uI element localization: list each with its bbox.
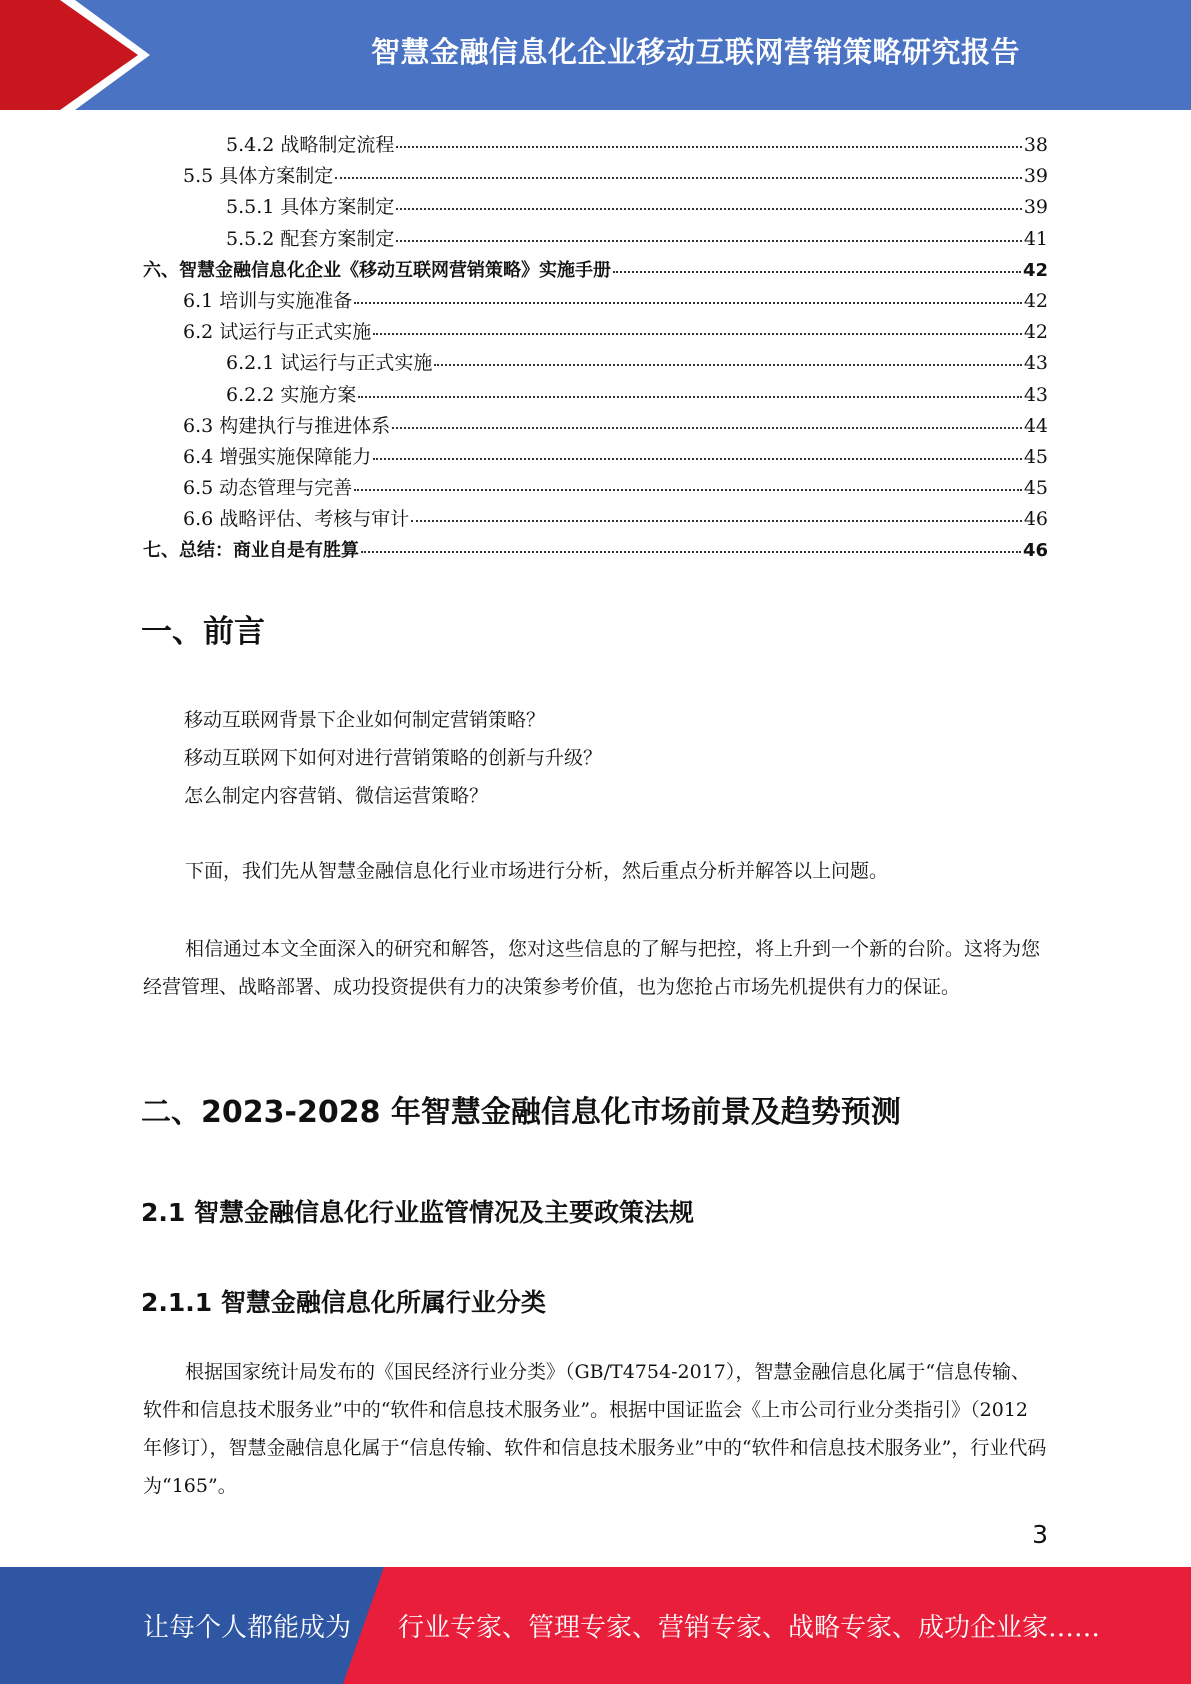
toc-entry[interactable] <box>143 221 1048 252</box>
header-banner <box>0 0 1191 110</box>
toc-entry-title: 6.2.1 试运行与正式实施 <box>226 352 433 375</box>
toc-page-number: 45 <box>1023 445 1048 468</box>
toc-entry-title: 5.5.2 配套方案制定 <box>226 227 395 250</box>
report-title: 智慧金融信息化企业移动互联网营销策略研究报告 <box>370 34 1020 69</box>
toc-dot-leader <box>434 342 1021 366</box>
toc-dot-leader <box>396 186 1021 210</box>
table-of-contents <box>143 127 1048 564</box>
toc-entry-title: 6.3 构建执行与推进体系 <box>183 414 391 437</box>
toc-page-number: 42 <box>1022 259 1048 281</box>
toc-entry-title: 七、总结：商业自是有胜算 <box>143 540 359 562</box>
toc-dot-leader <box>358 374 1021 398</box>
toc-entry[interactable] <box>143 377 1048 408</box>
toc-dot-leader <box>354 467 1022 491</box>
preface-paragraph: 下面，我们先从智慧金融信息化行业市场进行分析，然后重点分析并解答以上问题。 <box>185 860 889 882</box>
toc-entry[interactable] <box>143 532 1048 563</box>
toc-entry-title: 6.6 战略评估、考核与审计 <box>183 508 410 531</box>
toc-entry[interactable] <box>143 314 1048 345</box>
toc-dot-leader <box>392 405 1022 429</box>
toc-dot-leader <box>396 124 1021 148</box>
preface-question: 怎么制定内容营销、微信运营策略？ <box>184 785 489 807</box>
toc-entry-title: 六、智慧金融信息化企业《移动互联网营销策略》实施手册 <box>143 259 611 281</box>
toc-page-number: 39 <box>1023 196 1048 219</box>
toc-dot-leader <box>373 311 1022 335</box>
toc-entry-title: 5.4.2 战略制定流程 <box>226 134 395 156</box>
toc-dot-leader <box>335 155 1022 179</box>
subsection-heading: 2.1 智慧金融信息化行业监管情况及主要政策法规 <box>141 1198 694 1227</box>
toc-dot-leader <box>411 498 1022 522</box>
toc-page-number: 43 <box>1023 383 1048 406</box>
toc-page-number: 42 <box>1023 321 1048 344</box>
toc-entry-title: 6.1 培训与实施准备 <box>183 289 353 312</box>
toc-entry[interactable] <box>143 439 1048 470</box>
preface-question: 移动互联网背景下企业如何制定营销策略？ <box>184 709 546 731</box>
header-arrow-decoration <box>0 0 150 110</box>
toc-page-number: 39 <box>1023 165 1048 188</box>
subsubsection-heading: 2.1.1 智慧金融信息化所属行业分类 <box>141 1288 546 1317</box>
toc-dot-leader <box>396 218 1021 242</box>
toc-entry[interactable] <box>143 470 1048 501</box>
footer-slogan-left: 让每个人都能成为 <box>143 1613 352 1643</box>
toc-entry[interactable] <box>143 127 1048 158</box>
toc-entry[interactable] <box>143 283 1048 314</box>
toc-entry[interactable] <box>143 189 1048 220</box>
section-heading: 二、2023-2028 年智慧金融信息化市场前景及趋势预测 <box>141 1095 901 1130</box>
toc-entry[interactable] <box>143 345 1048 376</box>
toc-entry-title: 5.5.1 具体方案制定 <box>226 196 395 219</box>
toc-entry[interactable] <box>143 252 1048 283</box>
toc-dot-leader <box>613 249 1021 273</box>
toc-page-number: 46 <box>1023 508 1048 531</box>
toc-entry-title: 6.2.2 实施方案 <box>226 383 357 406</box>
toc-page-number: 46 <box>1022 540 1048 562</box>
toc-dot-leader <box>354 280 1022 304</box>
preface-paragraph: 相信通过本文全面深入的研究和解答，您对这些信息的了解与把控，将上升到一个新的台阶。这将为您经营管理、战略部署、成功投资提供有力的决策参考价值，也为您抢占市场先机提供有力的保证。 <box>143 938 1041 998</box>
toc-dot-leader <box>361 529 1021 553</box>
preface-heading: 一、前言 <box>141 614 265 650</box>
toc-entry-title: 6.5 动态管理与完善 <box>183 477 353 500</box>
body-paragraph: 根据国家统计局发布的《国民经济行业分类》（GB/T4754-2017），智慧金融信息化属于“信息传输、软件和信息技术服务业”中的“软件和信息技术服务业”。根据中国证监会《上市公司行业分类指引》（2012 年修订），智慧金融信息化属于“信息传输、软件和信息技术服务业”中的“软件和信息技术服务业”，行业代码为“165”。 <box>143 1361 1047 1497</box>
toc-page-number: 41 <box>1023 227 1048 250</box>
toc-page-number: 45 <box>1023 477 1048 500</box>
toc-entry[interactable] <box>143 501 1048 532</box>
toc-entry-title: 6.4 增强实施保障能力 <box>183 445 372 468</box>
toc-page-number: 38 <box>1023 134 1048 156</box>
toc-dot-leader <box>373 436 1022 460</box>
toc-entry[interactable] <box>143 158 1048 189</box>
footer-slogan-right: 行业专家、管理专家、营销专家、战略专家、成功企业家…… <box>398 1613 1101 1643</box>
preface-question: 移动互联网下如何对进行营销策略的创新与升级？ <box>184 747 603 769</box>
toc-entry-title: 6.2 试运行与正式实施 <box>183 321 372 344</box>
toc-entry[interactable] <box>143 408 1048 439</box>
footer-banner <box>0 1567 1191 1684</box>
toc-page-number: 43 <box>1023 352 1048 375</box>
toc-entry-title: 5.5 具体方案制定 <box>183 165 334 188</box>
toc-page-number: 42 <box>1023 289 1048 312</box>
page-number: 3 <box>1032 1520 1048 1549</box>
toc-page-number: 44 <box>1023 414 1048 437</box>
